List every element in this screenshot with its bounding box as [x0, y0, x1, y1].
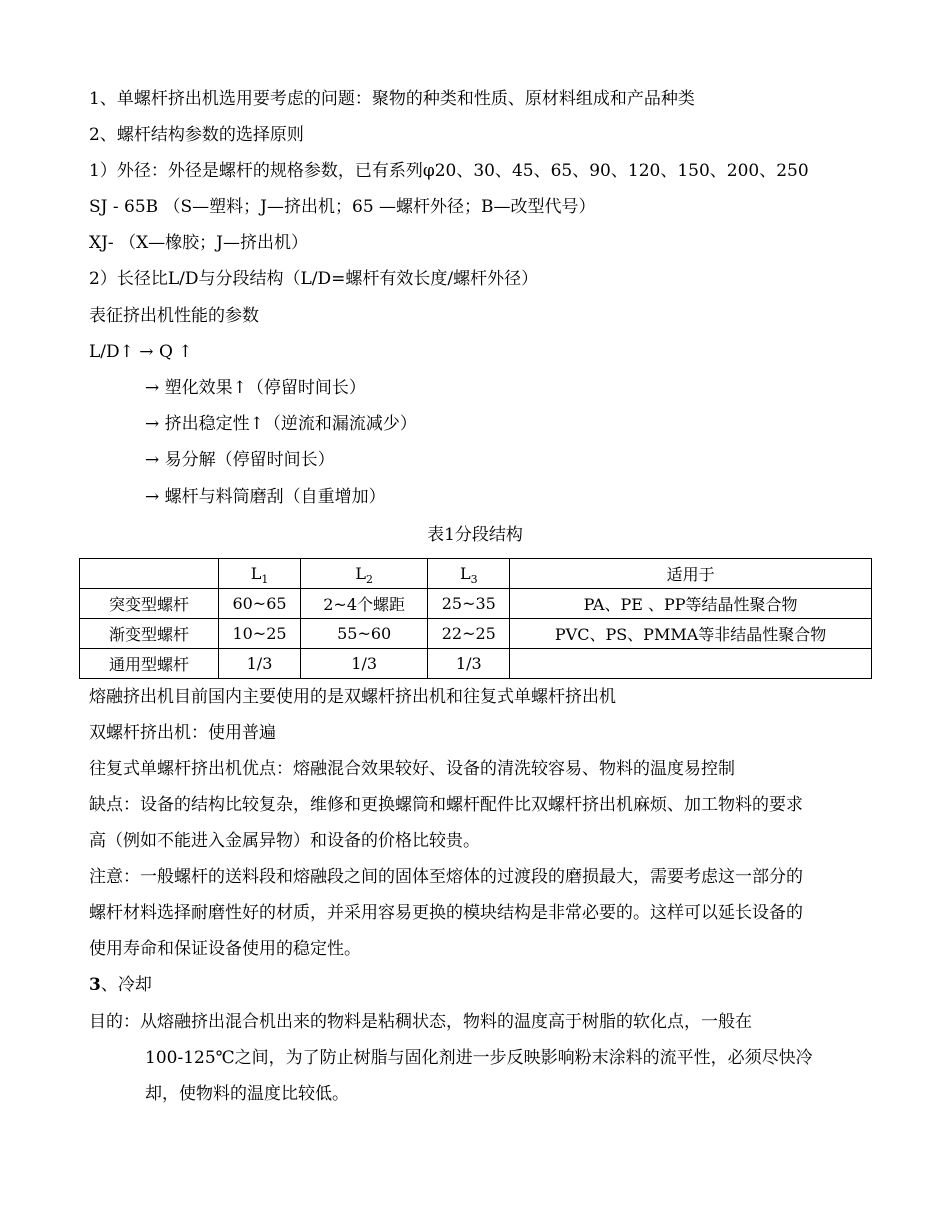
line-11: → 易分解（停留时间长） — [145, 450, 335, 470]
row-l2: 1/3 — [300, 649, 427, 679]
row-l3: 22~25 — [428, 619, 510, 649]
header-l3: $L_3$ — [428, 559, 510, 589]
header-l2: $L_2$ — [300, 559, 427, 589]
line-3: 1）外径：外径是螺杆的规格参数，已有系列φ20、30、45、65、90、120、150、200、250 — [89, 161, 809, 181]
line-12: → 螺杆与料筒磨刮（自重增加） — [145, 487, 386, 507]
section-3-heading — [89, 975, 152, 995]
table-header-row — [80, 559, 872, 589]
after-line-11: 100-125℃之间，为了防止树脂与固化剂进一步反映影响粉末涂料的流平性，必须尽快冷 — [145, 1048, 813, 1068]
table-caption: 表1分段结构 — [427, 525, 523, 545]
after-line-5: 高（例如不能进入金属异物）和设备的价格比较贵。 — [89, 831, 480, 851]
after-line-4: 缺点：设备的结构比较复杂，维修和更换螺筒和螺杆配件比双螺杆挤出机麻烦、加工物料的要求 — [89, 795, 803, 815]
row-l2: 55~60 — [300, 619, 427, 649]
header-blank — [80, 559, 219, 589]
row-name: 通用型螺杆 — [80, 649, 219, 679]
row-l3: 25~35 — [428, 589, 510, 619]
table-row — [80, 649, 872, 679]
row-name: 突变型螺杆 — [80, 589, 219, 619]
after-line-8: 使用寿命和保证设备使用的稳定性。 — [89, 939, 361, 959]
row-apply — [510, 649, 872, 679]
header-apply: 适用于 — [510, 559, 872, 589]
after-line-2: 双螺杆挤出机：使用普遍 — [89, 723, 276, 743]
header-l1: $L_1$ — [219, 559, 301, 589]
after-line-6: 注意：一般螺杆的送料段和熔融段之间的固体至熔体的过渡段的磨损最大，需要考虑这一部分的 — [89, 867, 803, 887]
row-l1: 10~25 — [219, 619, 301, 649]
table-row — [80, 589, 872, 619]
after-line-1: 熔融挤出机目前国内主要使用的是双螺杆挤出机和往复式单螺杆挤出机 — [89, 687, 616, 707]
row-l1: 1/3 — [219, 649, 301, 679]
after-line-3: 往复式单螺杆挤出机优点：熔融混合效果较好、设备的清洗较容易、物料的温度易控制 — [89, 759, 735, 779]
row-name: 渐变型螺杆 — [80, 619, 219, 649]
row-l2: 2~4个螺距 — [300, 589, 427, 619]
line-7: 表征挤出机性能的参数 — [89, 306, 259, 326]
line-1: 1、单螺杆挤出机选用要考虑的问题：聚物的种类和性质、原材料组成和产品种类 — [89, 89, 695, 109]
line-6: 2）长径比L/D与分段结构（L/D=螺杆有效长度/螺杆外径） — [89, 269, 539, 289]
line-10: → 挤出稳定性↑（逆流和漏流减少） — [145, 414, 417, 434]
line-4: SJ - 65B （S—塑料；J—挤出机；65 —螺杆外径；B—改型代号） — [89, 197, 596, 217]
after-line-7: 螺杆材料选择耐磨性好的材质，并采用容易更换的模块结构是非常必要的。这样可以延长设备的 — [89, 903, 803, 923]
after-line-10: 目的：从熔融挤出混合机出来的物料是粘稠状态，物料的温度高于树脂的软化点，一般在 — [89, 1012, 752, 1032]
section-title: 、冷却 — [100, 975, 152, 995]
line-2: 2、螺杆结构参数的选择原则 — [89, 125, 304, 145]
after-line-12: 却，使物料的温度比较低。 — [145, 1084, 349, 1104]
row-l3: 1/3 — [428, 649, 510, 679]
row-apply: PA、PE 、PP等结晶性聚合物 — [510, 589, 872, 619]
line-9: → 塑化效果↑（停留时间长） — [145, 378, 366, 398]
line-5: XJ- （X—橡胶；J—挤出机） — [89, 233, 308, 253]
row-apply: PVC、PS、PMMA等非结晶性聚合物 — [510, 619, 872, 649]
section-number: 3 — [89, 975, 101, 995]
segment-table — [79, 558, 872, 679]
table-row — [80, 619, 872, 649]
line-8: L/D↑ → Q ↑ — [89, 342, 193, 362]
row-l1: 60~65 — [219, 589, 301, 619]
